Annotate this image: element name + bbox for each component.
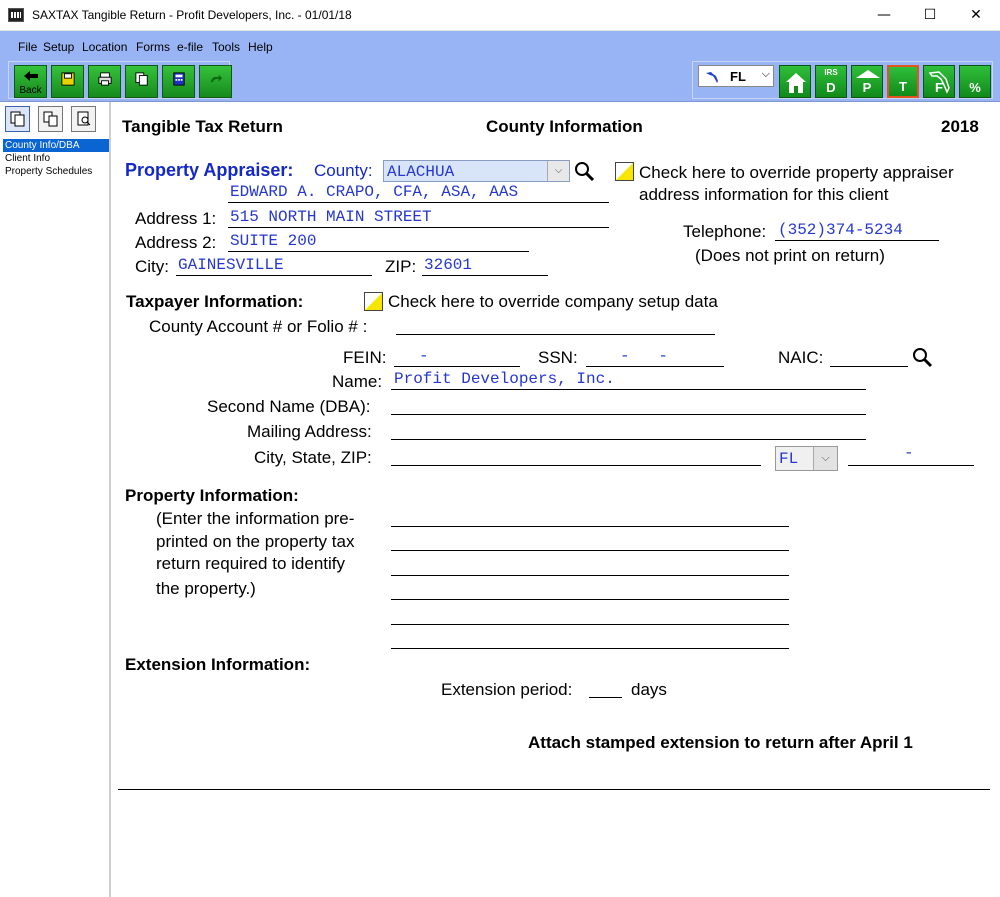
t-label: T	[899, 79, 907, 94]
calculator-button[interactable]	[162, 65, 195, 98]
property-line-3[interactable]	[391, 556, 789, 576]
d-label: D	[826, 80, 836, 95]
extension-days-label: days	[631, 680, 667, 699]
state-select[interactable]	[698, 65, 774, 87]
attach-extension-note: Attach stamped extension to return after April 1	[528, 733, 913, 752]
property-line-4[interactable]	[391, 580, 789, 600]
property-line-5[interactable]	[391, 605, 789, 625]
zip-value: 32601	[424, 256, 473, 274]
duplicate-button[interactable]	[38, 106, 63, 132]
toolbar-left-group	[8, 61, 230, 99]
appraiser-name-field[interactable]	[228, 183, 609, 203]
naic-label: NAIC:	[778, 348, 824, 367]
p-button[interactable]	[851, 65, 883, 98]
florida-icon	[705, 70, 721, 84]
ssn-value: - -	[620, 347, 669, 365]
address1-field[interactable]	[228, 208, 609, 228]
county-select[interactable]	[383, 160, 570, 182]
property-line-2[interactable]	[391, 531, 789, 551]
menu-help[interactable]: Help	[248, 40, 273, 54]
name-field[interactable]	[391, 370, 866, 390]
override-company-checkbox[interactable]	[364, 292, 383, 311]
print-button[interactable]	[88, 65, 121, 98]
extension-period-field[interactable]	[589, 678, 622, 698]
account-label: County Account # or Folio # :	[149, 317, 368, 336]
property-heading: Property Information:	[125, 486, 299, 505]
extension-period-label: Extension period:	[441, 680, 573, 699]
preview-icon	[76, 111, 92, 127]
ssn-label: SSN:	[538, 348, 578, 367]
county-lookup-icon[interactable]	[573, 160, 595, 182]
ssn-field[interactable]	[586, 347, 724, 367]
mailing-field[interactable]	[391, 420, 866, 440]
title-bar	[0, 0, 1000, 31]
form-bottom-divider	[118, 789, 990, 790]
irs-d-button[interactable]	[815, 65, 847, 98]
p-label: P	[862, 80, 872, 95]
toolbar-right-group	[692, 61, 993, 99]
calculator-icon	[171, 72, 187, 86]
tax-year: 2018	[941, 117, 979, 136]
address2-label: Address 2:	[135, 233, 217, 252]
irs-label: IRS	[824, 68, 838, 77]
f-label: F	[935, 80, 943, 95]
left-panel	[0, 102, 111, 897]
menu-setup[interactable]: Setup	[43, 40, 75, 54]
percent-button[interactable]	[959, 65, 991, 98]
roof-icon	[855, 69, 881, 79]
fein-label: FEIN:	[343, 348, 387, 367]
override-appraiser-checkbox[interactable]	[615, 162, 634, 181]
name-label: Name:	[332, 372, 383, 391]
address1-label: Address 1:	[135, 209, 217, 228]
t-button[interactable]	[887, 65, 919, 98]
csz-label: City, State, ZIP:	[254, 448, 372, 467]
telephone-field[interactable]	[775, 221, 939, 241]
percent-label: %	[969, 80, 981, 95]
fein-field[interactable]	[394, 347, 520, 367]
window-title: SAXTAX Tangible Return - Profit Developers, Inc. - 01/01/18	[32, 8, 352, 22]
home-button[interactable]	[779, 65, 811, 98]
minimize-button[interactable]: —	[877, 7, 891, 23]
chevron-down-icon: ⌵	[761, 68, 770, 80]
city-label: City:	[135, 257, 169, 276]
f-button[interactable]	[923, 65, 955, 98]
back-arrow-icon	[23, 69, 39, 83]
dba-field[interactable]	[391, 395, 866, 415]
pages-icon	[10, 111, 26, 127]
property-note-3: return required to identify	[156, 554, 345, 573]
county-label: County:	[314, 161, 373, 180]
property-line-1[interactable]	[391, 507, 789, 527]
address2-field[interactable]	[228, 232, 529, 252]
name-value: Profit Developers, Inc.	[394, 370, 615, 388]
taxpayer-zip-field[interactable]	[848, 446, 974, 466]
property-note-2: printed on the property tax	[156, 532, 355, 551]
state-select-value: FL	[730, 69, 746, 84]
preview-button[interactable]	[71, 106, 96, 132]
property-line-6[interactable]	[391, 629, 789, 649]
telephone-value: (352)374-5234	[778, 221, 903, 239]
override-company-text: Check here to override company setup data	[388, 292, 718, 311]
form-title: Tangible Tax Return	[122, 117, 283, 136]
sidebar-item-county-info[interactable]: County Info/DBA	[3, 139, 109, 152]
city-field[interactable]	[176, 256, 372, 276]
dba-label: Second Name (DBA):	[207, 397, 371, 416]
maximize-button[interactable]: ☐	[923, 7, 937, 23]
naic-field[interactable]	[830, 347, 908, 367]
menu-location[interactable]: Location	[82, 40, 128, 54]
naic-lookup-icon[interactable]	[911, 346, 933, 368]
mailing-label: Mailing Address:	[247, 422, 372, 441]
city-value: GAINESVILLE	[178, 256, 284, 274]
back-button[interactable]	[14, 65, 47, 98]
close-button[interactable]: ✕	[970, 7, 982, 23]
taxpayer-heading: Taxpayer Information:	[126, 292, 304, 311]
property-note-4: the property.)	[156, 579, 256, 598]
taxpayer-city-field[interactable]	[391, 446, 761, 466]
chevron-down-icon: ⌵	[813, 447, 837, 470]
view-pages-button[interactable]	[5, 106, 30, 132]
appraiser-name-value: EDWARD A. CRAPO, CFA, ASA, AAS	[230, 183, 519, 201]
sidebar-item-property-schedules[interactable]: Property Schedules	[5, 166, 93, 177]
duplicate-icon	[43, 111, 59, 127]
telephone-note: (Does not print on return)	[695, 246, 885, 265]
override-appraiser-text-1: Check here to override property appraiser	[639, 163, 954, 182]
override-appraiser-text-2: address information for this client	[639, 185, 889, 204]
extension-heading: Extension Information:	[125, 655, 311, 674]
zip-field[interactable]	[422, 256, 548, 276]
telephone-label: Telephone:	[683, 222, 767, 241]
fein-value: -	[419, 347, 429, 365]
county-value: ALACHUA	[387, 163, 455, 181]
appraiser-heading: Property Appraiser:	[125, 160, 294, 180]
taxpayer-state-select[interactable]	[775, 446, 838, 471]
printer-icon	[97, 72, 113, 86]
back-label: Back	[19, 85, 42, 96]
menu-file[interactable]: File	[18, 40, 38, 54]
menu-tools[interactable]: Tools	[212, 40, 241, 54]
menu-bar	[0, 31, 1000, 61]
copy-button[interactable]	[125, 65, 158, 98]
address1-value: 515 NORTH MAIN STREET	[230, 208, 432, 226]
taxpayer-zip-value: -	[904, 444, 914, 462]
account-field[interactable]	[396, 315, 715, 335]
save-button[interactable]	[51, 65, 84, 98]
zip-label: ZIP:	[385, 257, 417, 276]
redo-arrow-icon	[208, 72, 224, 86]
app-icon	[8, 8, 24, 22]
save-icon	[60, 72, 76, 86]
taxpayer-state-value: FL	[779, 450, 799, 468]
menu-efile[interactable]: e-file	[177, 40, 204, 54]
address2-value: SUITE 200	[230, 232, 317, 250]
toolbar	[0, 61, 1000, 102]
home-icon	[785, 71, 807, 95]
section-title: County Information	[486, 117, 643, 136]
menu-forms[interactable]: Forms	[136, 40, 170, 54]
chevron-down-icon: ⌵	[547, 161, 569, 181]
property-note-1: (Enter the information pre-	[156, 509, 355, 528]
sidebar-item-client-info[interactable]: Client Info	[5, 153, 51, 164]
forward-button[interactable]	[199, 65, 232, 98]
copy-pages-icon	[134, 72, 150, 86]
